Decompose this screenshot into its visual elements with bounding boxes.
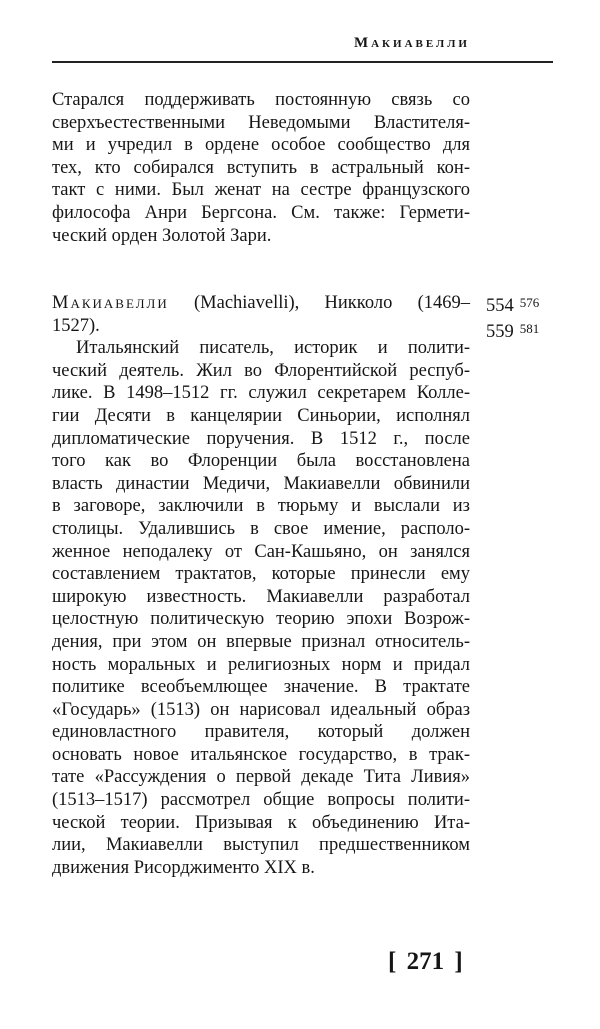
text-line: политике всеобъемлющее значение. В трактате bbox=[52, 677, 470, 698]
text-line: тех, кто собирался вступить в астральный кон- bbox=[52, 157, 470, 178]
text-line: философа Анри Бергсона. См. также: Гермети- bbox=[52, 202, 470, 223]
text-line: основать новое итальянское государство, в трак- bbox=[52, 744, 470, 765]
dictionary-entry bbox=[52, 292, 470, 879]
text-line: ческий деятель. Жил во Флорентийской респуб- bbox=[52, 360, 470, 381]
text-line: женное неподалеку от Сан-Кашьяно, он занялся bbox=[52, 541, 470, 562]
entry-headword: Макиавелли bbox=[52, 293, 169, 313]
text-line: Итальянский писатель, историк и полити- bbox=[76, 338, 470, 359]
text-line: Старался поддерживать постоянную связь со bbox=[52, 90, 470, 110]
text-line: ческой теории. Призывая к объединению Ита- bbox=[52, 812, 470, 833]
text-line: тате «Рассуждения о первой декаде Тита Ливия» bbox=[52, 767, 470, 788]
text-line: «Государь» (1513) он нарисовал идеальный образ bbox=[52, 699, 470, 720]
text-line: дипломатические поручения. В 1512 г., после bbox=[52, 428, 470, 449]
margin-references bbox=[486, 292, 539, 343]
header-rule bbox=[52, 61, 553, 63]
text-line: такт с ними. Был женат на сестре французского bbox=[52, 180, 470, 201]
text-line: сверхъестественными Неведомыми Властителя- bbox=[52, 112, 470, 133]
entry-heading-rest: (Machiavelli), Никколо (1469– bbox=[168, 293, 470, 313]
text-line: в заговоре, заключили в тюрьму и выслали из bbox=[52, 496, 470, 517]
continuation-paragraph bbox=[52, 89, 470, 247]
text-line: ность моральных и религиозных норм и придал bbox=[52, 654, 470, 675]
ref-main: 559 bbox=[486, 321, 514, 342]
ref-main: 554 bbox=[486, 296, 514, 316]
text-line: ческий орден Золотой Зари. bbox=[52, 225, 272, 246]
text-line: лике. В 1498–1512 гг. служил секретарем Колле- bbox=[52, 383, 470, 404]
text-line: (1513–1517) рассмотрел общие вопросы полити- bbox=[52, 790, 470, 811]
text-line: того как во Флоренции была восстановлена bbox=[52, 451, 470, 472]
text-line: власть династии Медичи, Макиавелли обвинили bbox=[52, 473, 470, 494]
ref-sup: 581 bbox=[519, 320, 540, 336]
running-head: Макиавелли bbox=[353, 35, 470, 51]
text-line: движения Рисорджименто XIX в. bbox=[52, 857, 315, 878]
entry-heading bbox=[52, 292, 470, 315]
text-line: ми и учредил в ордене особое сообщество для bbox=[52, 135, 470, 156]
margin-ref bbox=[486, 292, 539, 318]
text-line: столицы. Удалившись в свое имение, располо- bbox=[52, 518, 470, 539]
entry-heading-line2: 1527). bbox=[52, 315, 100, 336]
margin-ref bbox=[486, 318, 539, 344]
text-line: составлением трактатов, которые принесли ему bbox=[52, 564, 470, 585]
text-line: единовластного правителя, который должен bbox=[52, 722, 470, 743]
text-line: гии Десяти в канцелярии Синьории, исполнял bbox=[52, 405, 470, 426]
text-line: лии, Макиавелли выступил предшественником bbox=[52, 835, 470, 856]
text-line: широкую известность. Макиавелли разработал bbox=[52, 586, 470, 607]
ref-sup: 576 bbox=[519, 295, 540, 310]
page-number: [ 271 ] bbox=[388, 948, 463, 975]
text-line: целостную политическую теорию эпохи Возрож- bbox=[52, 609, 470, 630]
text-line: дения, при этом он впервые признал относитель- bbox=[52, 631, 470, 652]
